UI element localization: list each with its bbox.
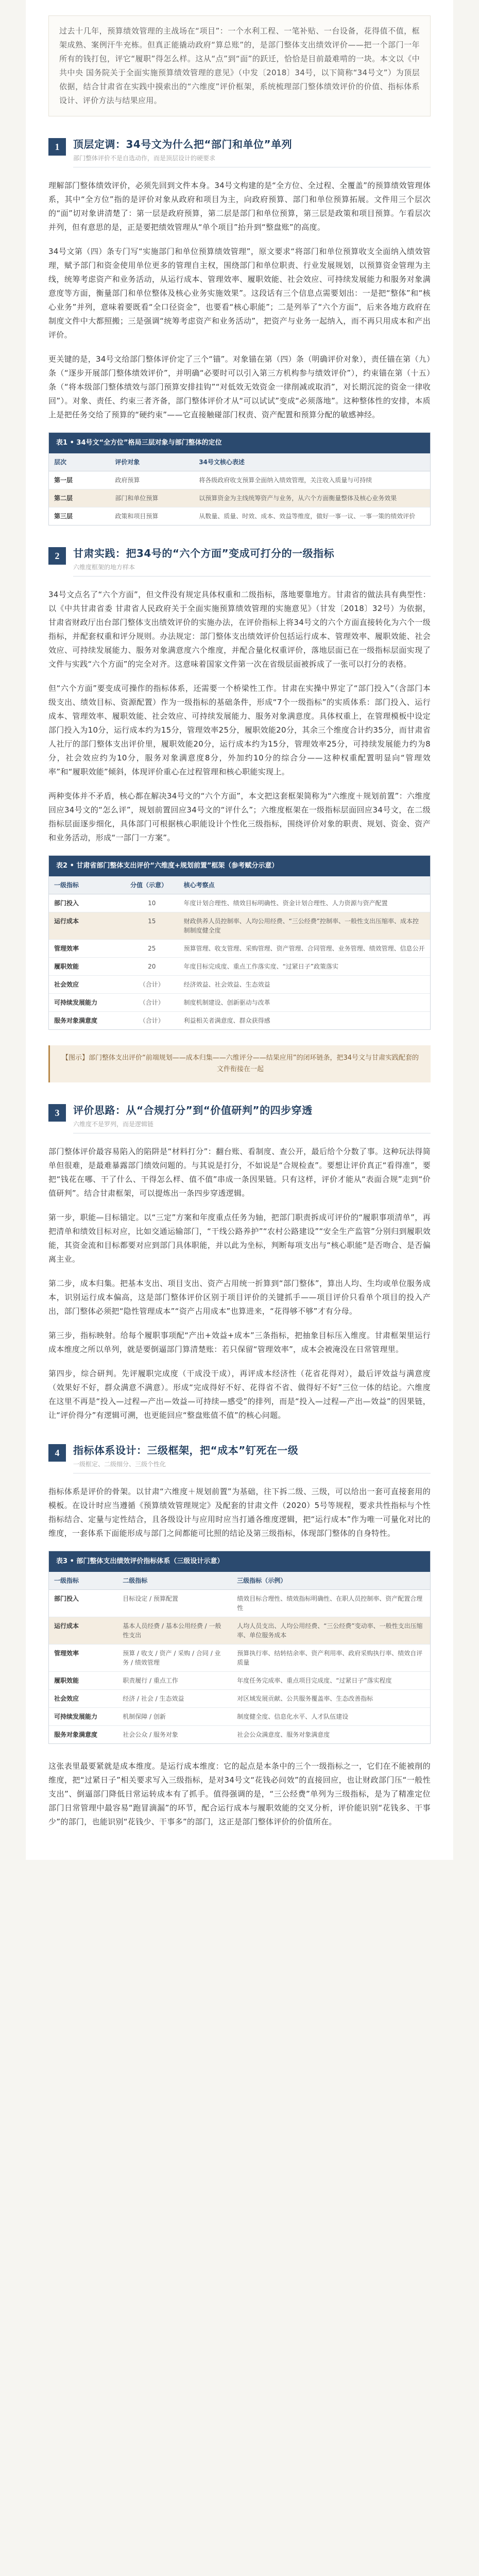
table-row [49,958,430,976]
table-header: 核心考察点 [179,876,430,894]
paragraph: 第二步，成本归集。把基本支出、项目支出、资产占用统一折算到“部门整体”，算出人均、生均或单位服务成本，识别运行成本偏高，这是部门整体评价区别于项目评价的关键抓手——项目评价只看单个项目的投入产出，部门整体必须把“隐性管理成本”“资产占用成本”也算进来，“花得够不够”才有分母。 [48,1279,431,1316]
table-row [49,1617,430,1645]
table-cell: 25 [125,940,179,958]
section-title: 指标体系设计：三级框架，把“成本”钉死在一级 [73,1444,299,1456]
table-cell: 社会效应 [49,1690,117,1708]
table-header: 二级指标 [117,1572,232,1590]
table-cell: 管理效率 [49,940,125,958]
table-cell: 10 [125,894,179,912]
intro-text: 过去十几年，预算绩效管理的主战场在“项目”：一个水利工程、一笔补贴、一台设备，花得值不值，框架成熟、案例汗牛充栋。但真正能撬动政府“算总账”的，是部门整体支出绩效评价——把一个部门一年所有的钱打包，评它“履职”得怎么样。这从“点”到“面”的跃迁，恰恰是目前最难啃的一块。本文以《中共中央 国务院关于全面实施预算绩效管理的意见》（中发〔2018〕34号，以下简称“34号文”）为顶层依据，结合甘肃省在实践中摸索出的“六维度”评价框架，系统梳理部门整体绩效评价的价值、指标体系设计、评价方法与结果应用。 [59,26,420,105]
table-cell: 从数量、质量、时效、成本、效益等维度，做好一事一议、一事一策的绩效评价 [199,513,416,520]
table-cell: 第三层 [54,513,73,520]
table-cell: 预算管理、收支管理、采购管理、资产管理、合同管理、业务管理、绩效管理、信息公开 [179,940,430,958]
paragraph: 这张表里最要紧就是成本维度。是运行成本维度：它的起点是本条中的三个一级指标之一，它们在不能被削的维度，把“过紧日子”相关要求写入三级指标，是对34号文“花钱必问效”的直接回应，也让财政部门压“一般性支出”、倒逼部门降低日常运转成本有了抓手。值得强调的是，“三公经费”单列为三级指标，是为了精准定位部门日常管理中最容易“跑冒滴漏”的环节，配合运行成本与履职效能的交叉分析，评价能识别“花钱多、干事少”的部门，也能识别“花钱少、干事多”的部门，这正是部门整体评价的价值所在。 [48,1761,431,1826]
table-row [49,940,430,958]
table-header: 三级指标（示例） [232,1572,430,1590]
table-row [49,976,430,994]
table-cell: 年度目标完成度、重点工作落实度、“过紧日子”政策落实 [179,958,430,976]
table-cell: 人均人员支出、人均公用经费、“三公经费”变动率、一般性支出压缩率、单位服务成本 [232,1617,430,1645]
section-title: 甘肃实践：把34号的“六个方面”变成可打分的一级指标 [73,547,335,560]
section-title: 评价思路：从“合规打分”到“价值研判”的四步穿透 [73,1104,313,1116]
table-cell: 制度健全度、信息化水平、人才队伍建设 [232,1708,430,1726]
table-cell: 政策和项目预算 [115,513,159,520]
table-cell: 经济 / 社会 / 生态效益 [117,1690,232,1708]
table-cell: （合计） [125,994,179,1012]
table-row [49,1645,430,1672]
table-cell: 目标设定 / 预算配置 [117,1590,232,1617]
table-row [49,1672,430,1690]
table-1 [48,432,431,526]
paragraph: 两种变体并不矛盾，核心都在解决34号文的“六个方面”，本文把这套框架简称为“六维度＋规划前置”：六维度回应34号文的“怎么评”，规划前置回应34号文的“评什么”；六维度框架在一级指标层面回应34号文，在二级指标层面逐步细化，具体部门可根据核心职能设计个性化三级指标，围绕评价对象的职责、规划、资金、资产和业务活动，形成“一部门一方案”。 [48,791,431,842]
table-row [49,1012,430,1030]
section-number: 2 [48,547,66,565]
table-header: 34号文核心表述 [194,453,430,471]
section-subtitle: 一级框定、二级细分、三级个性化 [73,1461,166,1468]
table-cell: （合计） [139,1017,164,1024]
table-row [49,489,430,507]
table-cell: 部门投入 [49,1590,117,1617]
section-2-header [48,546,431,577]
section-number: 1 [48,138,66,156]
table-cell: 部门投入 [49,894,125,912]
figure-callout: 【图示】部门整体支出评价“前端规划——成本归集——六维评分——结果应用”的闭环链条，把34号文与甘肃实践配套的文件衔接在一起 [48,1045,431,1082]
paragraph: 34号文第（四）条专门写“实施部门和单位预算绩效管理”，原文要求“将部门和单位预算收支全面纳入绩效管理，赋予部门和资金使用单位更多的管理自主权，围绕部门和单位职责、行业发展规划，以预算资金管理为主线，统筹考虑资产和业务活动，从运行成本、管理效率、履职效能、社会效应、可持续发展能力和服务对象满意度等方面，衡量部门和单位整体及核心业务实施效果”。这段话有三个信息点需要划出：一是把“整体”和“核心业务”并列，意味着要既看“全口径资金”，也要看“核心职能”；二是列举了“六个方面”，后来各地方政府在制度文件中大都照搬；三是强调“统筹考虑资产和业务活动”，把资产与业务一起纳入，而不再只用成本和产出评价。 [48,247,431,340]
table-cell: 绩效目标合理性、绩效指标明确性、在职人员控制率、资产配置合理性 [232,1590,430,1617]
intro-box [48,15,431,116]
paragraph: 但“六个方面”要变成可操作的指标体系，还需要一个桥梁性工作。甘肃在实操中界定了“部门投入”（含部门本级支出、绩效目标、资源配置）作为一级指标的基础条件，形成“7个一级指标”的实质体系：部门投入、运行成本、管理效率、履职效能、社会效应、可持续发展能力、服务对象满意度。具体权重上，在管理模板中设定部门投入为10分，运行成本约为15分，管理效率25分，履职效能20分，其余三个维度合计约35分，而甘肃省人社厅的部门整体支出评价里，履职效能20分，运行成本约为15分，管理效率25分，可持续发展能力约为8分，社会效应约为10分，服务对象满意度8分，外加约10分的综合分——这种权重配置明显向“管理效率”和“履职效能”倾斜，体现评价重心在过程管理和核心职能实现上。 [48,684,431,776]
table-cell: （合计） [125,976,179,994]
table-cell: 履职效能 [49,1672,117,1690]
table-row [49,1590,430,1617]
table-cell: 对区域发展贡献、公共服务覆盖率、生态改善指标 [232,1690,430,1708]
table-cell: 制度机制建设、创新驱动与改革 [179,994,430,1012]
table-cell: 社会效应 [49,976,125,994]
table-cell: 服务对象满意度 [54,1017,98,1024]
table-cell: 将各级政府收支预算全面纳入绩效管理，关注收入质量与可持续 [194,471,430,489]
table-cell: 以预算资金为主线统筹资产与业务，从六个方面衡量整体及核心业务效果 [194,489,430,507]
paragraph: 第一步，职能—目标锚定。以“三定”方案和年度重点任务为轴，把部门职责拆成可评价的“履职事项清单”，再把清单和绩效目标对应，比如交通运输部门，“干线公路养护”“农村公路建设”“安全生产监管”分别归到履职效能，其资金流和目标都要对应到部门具体职能，并以此为坐标，判断每项支出与“核心职能”是否吻合、是否偏离主业。 [48,1213,431,1264]
table-cell: 运行成本 [49,912,125,940]
table-cell: 15 [125,912,179,940]
table-cell: 利益相关者满意度、群众获得感 [183,1017,270,1024]
table-cell: 年度任务完成率、重点项目完成度、“过紧日子”落实程度 [232,1672,430,1690]
table-cell: 可持续发展能力 [49,1708,117,1726]
section-1-header [48,137,431,167]
table-cell: 20 [125,958,179,976]
table-caption: 表1 • 34号文“全方位”格局三层对象与部门整体的定位 [49,433,430,453]
section-divider [73,576,431,577]
table-cell: 职责履行 / 重点工作 [117,1672,232,1690]
table-header: 分值（示意） [125,876,179,894]
table-cell: 基本人员经费 / 基本公用经费 / 一般性支出 [117,1617,232,1645]
table-row [49,894,430,912]
paragraph: 更关键的是，34号文给部门整体评价定了三个“锚”。对象锚在第（四）条（明确评价对象），责任锚在第（九）条（“逐步开展部门整体绩效评价”，并明确“必要时可以引入第三方机构参与绩效评价”），约束锚在第（十五）条（“将本级部门整体绩效与部门预算安排挂钩”“对低效无效资金一律削减或取消”，对长期沉淀的资金一律收回”）。对象、责任、约束三者齐备，部门整体评价才从“可以试试”变成“必须落地”。这种整体性的安排，本质上是把任务交给了预算的“硬约束”——它直接触碰部门权责、资产配置和预算分配的敏感神经。 [48,354,431,419]
table-3 [48,1551,431,1744]
table-cell: 部门和单位预算 [110,489,194,507]
table-2 [48,855,431,1030]
table-header: 一级指标 [49,1572,117,1590]
table-cell: 管理效率 [49,1645,117,1672]
section-subtitle: 部门整体评价不是自选动作，而是顶层设计的硬要求 [73,155,216,162]
table-cell: 社会公众 / 服务对象 [123,1731,178,1738]
paragraph: 34号文点名了“六个方面”，但文件没有规定具体权重和二级指标，落地要靠地方。甘肃省的做法具有典型性：以《中共甘肃省委 甘肃省人民政府关于全面实施预算绩效管理的实施意见》（甘发〔2018〕32号）为依据，甘肃省财政厅出台部门整体支出绩效评价的实施办法，在评价指标上将34号文的六个方面直接转化为六个一级指标，并配套权重和评分规则。办法规定：部门整体支出绩效评价包括运行成本、管理效率、履职效能、社会效应、可持续发展能力、服务对象满意度六个维度，并配合量化权重评价，落地层面已在一级指标层面实现了文件与实践“六个方面”的完全对齐。这意味着国家文件第一次在省级层面被拆成了一张可以打分的表格。 [48,590,431,669]
section-3-header [48,1103,431,1133]
table-cell: 政府预算 [110,471,194,489]
section-number: 4 [48,1444,66,1462]
table-cell: 经济效益、社会效益、生态效益 [179,976,430,994]
table-row [49,912,430,940]
table-cell: 可持续发展能力 [49,994,125,1012]
paragraph: 指标体系是评价的骨架。以甘肃“六维度＋规划前置”为基础，往下拆二级、三级，可以给出一套可直接套用的模板。在设计时应当遵循《预算绩效管理规定》及配套的甘肃文件（2020）5号等规程，要求共性指标与个性指标结合、定量与定性结合，且各级设计与应用时应当打通各维度逻辑，把“运行成本”作为唯一可量化对比的维度，一套体系下面能形成与部门之间都能可比照的结论及第三级指标，体现部门整体的自身特性。 [48,1487,431,1538]
table-cell: 第一层 [49,471,110,489]
table-cell: 第二层 [49,489,110,507]
table-caption: 表3 • 部门整体支出绩效评价指标体系（三级设计示意） [49,1551,430,1572]
table-row [49,1726,430,1744]
table-row [49,994,430,1012]
section-4-header [48,1443,431,1473]
table-header: 评价对象 [110,453,194,471]
paragraph: 第三步，指标映射。给每个履职事项配“产出+效益+成本”三条指标，把抽象目标压入维度。甘肃框架里运行成本维度之所以单列，就是要倒逼部门算清楚账：若只保留“管理效率”，成本会被淹没在日常管理里。 [48,1331,431,1354]
section-number: 3 [48,1104,66,1122]
table-row [49,471,430,489]
table-cell: 预算 / 收支 / 资产 / 采购 / 合同 / 业务 / 绩效管理 [117,1645,232,1672]
table-cell: 运行成本 [49,1617,117,1645]
table-cell: 服务对象满意度 [54,1731,98,1738]
paragraph: 理解部门整体绩效评价，必须先回到文件本身。34号文构建的是“全方位、全过程、全覆盖”的预算绩效管理体系，其中“全方位”指的是评价对象从政府和项目为主，向政府预算、部门和单位预算拓展。文件用三个层次的“面”切对象讲清楚了：第一层是政府预算，第二层是部门和单位预算，第三层是政策和项目预算。乍看层次并列，但有意思的是，正是要把绩效管理从“单个项目”抬升到“整盘账”的高度。 [48,181,431,232]
table-cell: 年度计划合理性、绩效目标明确性、资金计划合理性、人力资源与资产配置 [179,894,430,912]
paragraph: 第四步，综合研判。先评履职完成度（干成没干成），再评成本经济性（花省花得对），最后评效益与满意度（效果好不好，群众满意不满意）。形成“完成得好不好、花得省不省、做得好不好”三位一体的结论。六维度在这里不再是“投入—过程—产出—效益—可持续—感受”的排列，而是“投入—过程—产出—效益”的因果链，让“评价得分”有逻辑可溯，也更能回应“整盘账值不值”的核心问题。 [48,1369,431,1420]
section-title: 顶层定调：34号文为什么把“部门和单位”单列 [73,138,293,150]
section-subtitle: 六维度框架的地方样本 [73,564,135,571]
table-cell: 财政供养人员控制率、人均公用经费、“三公经费”控制率、一般性支出压缩率、成本控制制度健全度 [179,912,430,940]
table-cell: 机制保障 / 创新 [117,1708,232,1726]
article-page [26,0,453,1860]
table-header: 层次 [49,453,110,471]
table-row [49,1690,430,1708]
table-cell: 预算执行率、结转结余率、资产利用率、政府采购执行率、绩效自评质量 [232,1645,430,1672]
table-cell: 履职效能 [49,958,125,976]
section-subtitle: 六维度不是罗列，而是逻辑链 [73,1121,154,1128]
paragraph: 部门整体评价最容易陷入的陷阱是“材料打分”：翻台账、看制度、查公开，最后给个分数了事。这种玩法得简单但很难，是最难暴露部门绩效问题的。与其说是打分，不如说是“合规检查”。要想让评价真正“看得准”，要把“钱花在哪、干了什么、干得怎么样、值不值”串成一条因果链。只有这样，评价才能从“表面合规”走到“价值研判”。结合甘肃框架，可以提炼出一条四步穿透逻辑。 [48,1147,431,1198]
table-header: 一级指标 [49,876,125,894]
table-row [49,1708,430,1726]
table-caption: 表2 • 甘肃省部门整体支出评价“六维度+规划前置”框架（参考赋分示意） [49,856,430,876]
table-row [49,507,430,526]
table-cell: 社会公众满意度、服务对象满意度 [237,1731,330,1738]
